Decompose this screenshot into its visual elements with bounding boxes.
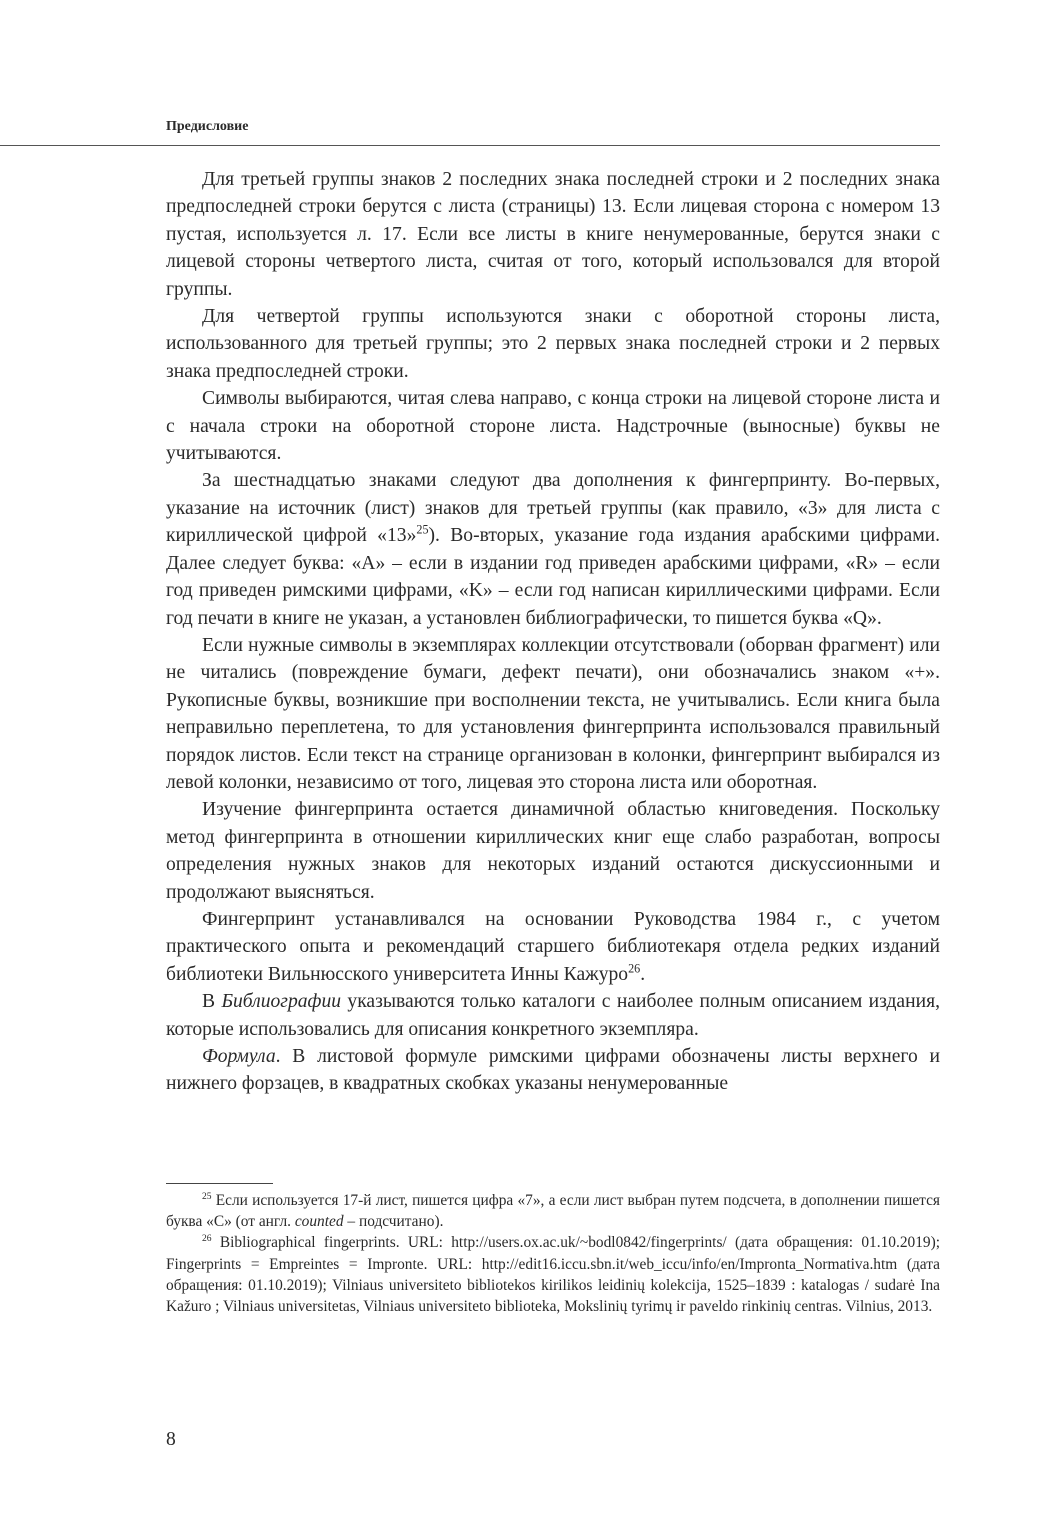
footnote-25-number: 25 xyxy=(202,1190,212,1202)
paragraph-third-group: Для третьей группы знаков 2 последних знака последней строки и 2 последних знака предпоследней строки берутся с листа (страницы) 13. Если лицевая сторона с номером 13 пустая, используется л. 17. Если все листы в книге ненумерованные, берутся знаки с лицевой стороны четвертого листа, считая от того, который использовался для второй группы. xyxy=(166,169,940,300)
paragraph-additions-part1: За шестнадцатью знаками следуют два дополнения к фингерпринту. Во-первых, указание на источник (лист) знаков для третьей группы (как правило, «3» для листа с кириллической цифрой «13» xyxy=(166,470,940,547)
paragraph-guide-end: . xyxy=(640,963,646,985)
page-number: 8 xyxy=(166,1429,176,1450)
footnote-26-text: Bibliographical fingerprints. URL: http://users.ox.ac.uk/~bodl0842/fingerprints/ (дата обращения: 01.10.2019); Fingerprints = Empreintes = Impronte. URL: http://edit16.iccu.sbn.it/web_iccu/info/en/Impronta_Normativa.htm (дата обращения: 01.10.2019); Vilniaus universiteto bibliotekos kirilikos leidinių kolekcija, 1525–1839 : katalogas / sudarė Ina Kažuro ; Vilniaus universitetas, Vilniaus universiteto biblioteka, Mokslinių tyrimų ir paveldo rinkinių centras. Vilnius, 2013. xyxy=(166,1234,940,1316)
footnote-25-text: Если используется 17-й лист, пишется цифра «7», а если лист выбран путем подсчета, в дополнении пишется буква «С» (от англ. xyxy=(166,1192,940,1231)
paragraph-symbol-selection: Символы выбираются, читая слева направо, с конца строки на лицевой стороне листа и с начала строки на оборотной стороне листа. Надстрочные (выносные) буквы не учитываются. xyxy=(166,388,940,465)
paragraph-guide xyxy=(166,906,940,988)
paragraph-bibliography-text: указываются только каталоги с наиболее полным описанием издания, которые использовались для описания конкретного экземпляра. xyxy=(166,991,940,1040)
term-formula: Формула xyxy=(202,1046,276,1067)
paragraph-fourth-group: Для четвертой группы используются знаки с оборотной стороны листа, использованного для третьей группы; это 2 первых знака последней строки и 2 первых знака предпоследней строки. xyxy=(166,306,940,382)
footnote-rule xyxy=(166,1183,273,1184)
paragraph-bibliography xyxy=(166,988,940,1043)
footnote-26-number: 26 xyxy=(202,1233,212,1245)
paragraph-formula xyxy=(166,1043,940,1098)
main-text xyxy=(166,166,940,1098)
paragraph-formula-text: . В листовой формуле римскими цифрами обозначены листы верхнего и нижнего форзацев, в квадратных скобках указаны ненумерованные xyxy=(166,1046,940,1095)
paragraph-guide-text: Фингерпринт устанавливался на основании Руководства 1984 г., с учетом практического опыта и рекомендаций старшего библиотекаря отдела редких изданий библиотеки Вильнюсского университета Инны Кажуро xyxy=(166,908,940,985)
footnote-ref-26[interactable]: 26 xyxy=(628,961,641,976)
term-bibliography: Библиографии xyxy=(221,991,342,1013)
footnote-25-end: – подсчитано). xyxy=(343,1213,444,1231)
paragraph-study: Изучение фингерпринта остается динамичной областью книговедения. Поскольку метод фингерпринта в отношении кириллических книг еще слабо разработан, вопросы определения нужных знаков для некоторых изданий остаются дискуссионными и продолжают выясняться. xyxy=(166,799,940,903)
footnotes xyxy=(166,1190,940,1317)
paragraph-additions-part2: ). Во-вторых, указание года издания арабскими цифрами. Далее следует буква: «A» – если в издании год приведен арабскими цифрами, «R» – если год приведен римскими цифрами, «K» – если год написан кириллическими цифрами. Если год печати в книге не указан, а установлен библиографически, то пишется буква «Q». xyxy=(166,525,940,629)
paragraph-missing-symbols: Если нужные символы в экземплярах коллекции отсутствовали (оборван фрагмент) или не читались (повреждение бумаги, дефект печати), они обозначались знаком «+». Рукописные буквы, возникшие при восполнении текста, не учитывались. Если книга была неправильно переплетена, то для установления фингерпринта использовался правильный порядок листов. Если текст на странице организован в колонки, фингерпринт выбирался из левой колонки, независимо от того, лицевая это сторона листа или оборотная. xyxy=(166,634,940,793)
paragraph-additions xyxy=(166,467,940,631)
footnote-ref-25[interactable]: 25 xyxy=(416,522,429,537)
footnote-25 xyxy=(166,1190,940,1232)
header-rule xyxy=(0,145,940,146)
running-title: Предисловие xyxy=(166,119,249,134)
footnote-25-italic: counted xyxy=(294,1213,344,1231)
footnote-26 xyxy=(166,1232,940,1317)
paragraph-bibliography-lead: В xyxy=(202,991,222,1013)
